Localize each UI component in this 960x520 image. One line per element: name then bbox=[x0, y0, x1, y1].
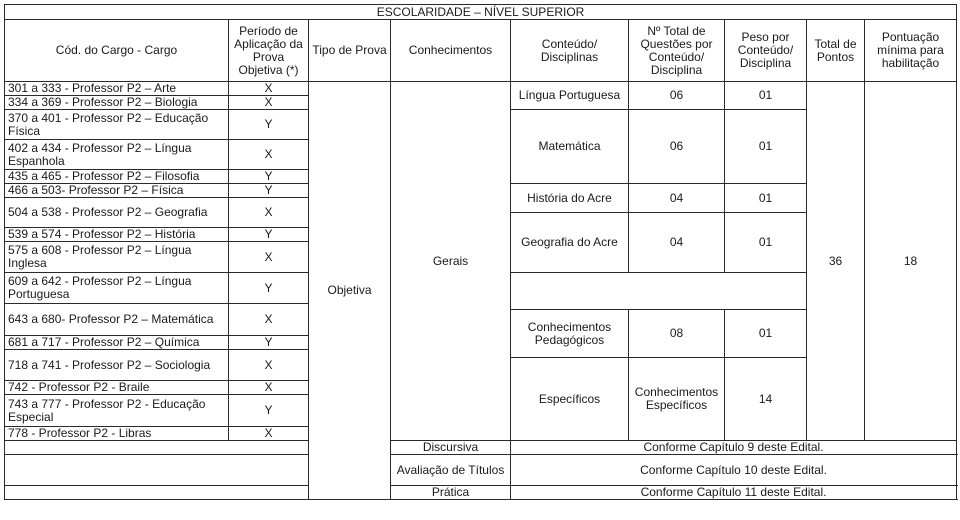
cargo-name: 402 a 434 - Professor P2 – Língua Espanhola bbox=[5, 140, 229, 170]
empty-cell bbox=[5, 441, 309, 455]
pratica-text: Conforme Capítulo 11 deste Edital. bbox=[511, 486, 957, 500]
cargo-periodo: X bbox=[229, 140, 309, 170]
cargo-periodo: Y bbox=[229, 184, 309, 198]
table-title: ESCOLARIDADE – NÍVEL SUPERIOR bbox=[5, 5, 957, 20]
header-peso: Peso por Conteúdo/ Disciplina bbox=[725, 20, 807, 82]
cargo-name: 681 a 717 - Professor P2 – Química bbox=[5, 336, 229, 350]
cargo-name: 718 a 741 - Professor P2 – Sociologia bbox=[5, 350, 229, 381]
header-total-pontos: Total de Pontos bbox=[807, 20, 865, 82]
cargo-periodo: Y bbox=[229, 110, 309, 140]
cargo-periodo: Y bbox=[229, 273, 309, 304]
cargo-name: 778 - Professor P2 - Libras bbox=[5, 427, 229, 441]
disciplina-peso: 01 bbox=[725, 310, 807, 358]
cargo-name: 435 a 465 - Professor P2 – Filosofia bbox=[5, 170, 229, 184]
cargo-name: 301 a 333 - Professor P2 – Arte bbox=[5, 82, 229, 96]
cargo-periodo: X bbox=[229, 82, 309, 96]
cargo-periodo: Y bbox=[229, 228, 309, 242]
empty-cell bbox=[5, 486, 309, 500]
disciplina-name: História do Acre bbox=[511, 184, 629, 213]
empty-cell bbox=[5, 455, 309, 486]
cargo-periodo: X bbox=[229, 427, 309, 441]
header-tipo: Tipo de Prova bbox=[309, 20, 391, 82]
cargo-name: 334 a 369 - Professor P2 – Biologia bbox=[5, 96, 229, 110]
disciplina-questoes: 06 bbox=[629, 82, 725, 110]
disciplina-peso: 01 bbox=[725, 82, 807, 110]
cargo-periodo: Y bbox=[229, 395, 309, 427]
header-conteudo: Conteúdo/ Disciplinas bbox=[511, 20, 629, 82]
disciplina-peso: 01 bbox=[725, 110, 807, 184]
cargo-name: 504 a 538 - Professor P2 – Geografia bbox=[5, 198, 229, 228]
cargo-periodo: Y bbox=[229, 170, 309, 184]
gerais-total-pontos: 36 bbox=[807, 82, 865, 441]
cargo-periodo: X bbox=[229, 96, 309, 110]
disciplina-name: Geografia do Acre bbox=[511, 213, 629, 273]
cargo-periodo: Y bbox=[229, 336, 309, 350]
header-pontuacao-minima: Pontuação mínima para habilitação bbox=[865, 20, 957, 82]
disciplina-name: Conhecimentos Específicos bbox=[629, 358, 725, 441]
conhecimentos-gerais: Gerais bbox=[391, 82, 511, 441]
disciplina-questoes: 04 bbox=[629, 213, 725, 273]
tipo-discursiva: Discursiva bbox=[391, 441, 511, 455]
exam-table bbox=[4, 4, 957, 500]
cargo-periodo: X bbox=[229, 350, 309, 381]
cargo-name: 609 a 642 - Professor P2 – Língua Portuguesa bbox=[5, 273, 229, 304]
conhecimentos-especificos: Específicos bbox=[511, 358, 629, 441]
tipo-avaliacao-titulos: Avaliação de Títulos bbox=[391, 455, 511, 486]
disciplina-questoes: 14 bbox=[725, 358, 807, 441]
cargo-periodo: X bbox=[229, 242, 309, 273]
gerais-pontuacao-minima: 18 bbox=[865, 82, 957, 441]
cargo-name: 643 a 680- Professor P2 – Matemática bbox=[5, 304, 229, 336]
cargo-name: 742 - Professor P2 - Braile bbox=[5, 381, 229, 395]
disciplina-peso: 01 bbox=[725, 213, 807, 273]
cargo-name: 466 a 503- Professor P2 – Física bbox=[5, 184, 229, 198]
disciplina-name: Conhecimentos Pedagógicos bbox=[511, 310, 629, 358]
cargo-periodo: X bbox=[229, 381, 309, 395]
disciplina-questoes: 08 bbox=[629, 310, 725, 358]
disciplina-questoes: 04 bbox=[629, 184, 725, 213]
disciplina-name: Matemática bbox=[511, 110, 629, 184]
tipo-objetiva: Objetiva bbox=[309, 82, 391, 500]
header-periodo: Período de Aplicação da Prova Objetiva (*) bbox=[229, 20, 309, 82]
disciplina-questoes: 06 bbox=[629, 110, 725, 184]
cargo-name: 370 a 401 - Professor P2 – Educação Física bbox=[5, 110, 229, 140]
discursiva-text: Conforme Capítulo 9 deste Edital. bbox=[511, 441, 957, 455]
header-questoes: Nº Total de Questões por Conteúdo/ Disciplina bbox=[629, 20, 725, 82]
cargo-periodo: X bbox=[229, 304, 309, 336]
titulos-text: Conforme Capítulo 10 deste Edital. bbox=[511, 455, 957, 486]
cargo-name: 539 a 574 - Professor P2 – História bbox=[5, 228, 229, 242]
cargo-periodo: X bbox=[229, 198, 309, 228]
header-cargo: Cód. do Cargo - Cargo bbox=[5, 20, 229, 82]
cargo-name: 575 a 608 - Professor P2 – Língua Inglesa bbox=[5, 242, 229, 273]
disciplina-name: Língua Portuguesa bbox=[511, 82, 629, 110]
disciplina-peso: 01 bbox=[725, 184, 807, 213]
header-conhecimentos: Conhecimentos bbox=[391, 20, 511, 82]
cargo-name: 743 a 777 - Professor P2 - Educação Especial bbox=[5, 395, 229, 427]
tipo-pratica: Prática bbox=[391, 486, 511, 500]
